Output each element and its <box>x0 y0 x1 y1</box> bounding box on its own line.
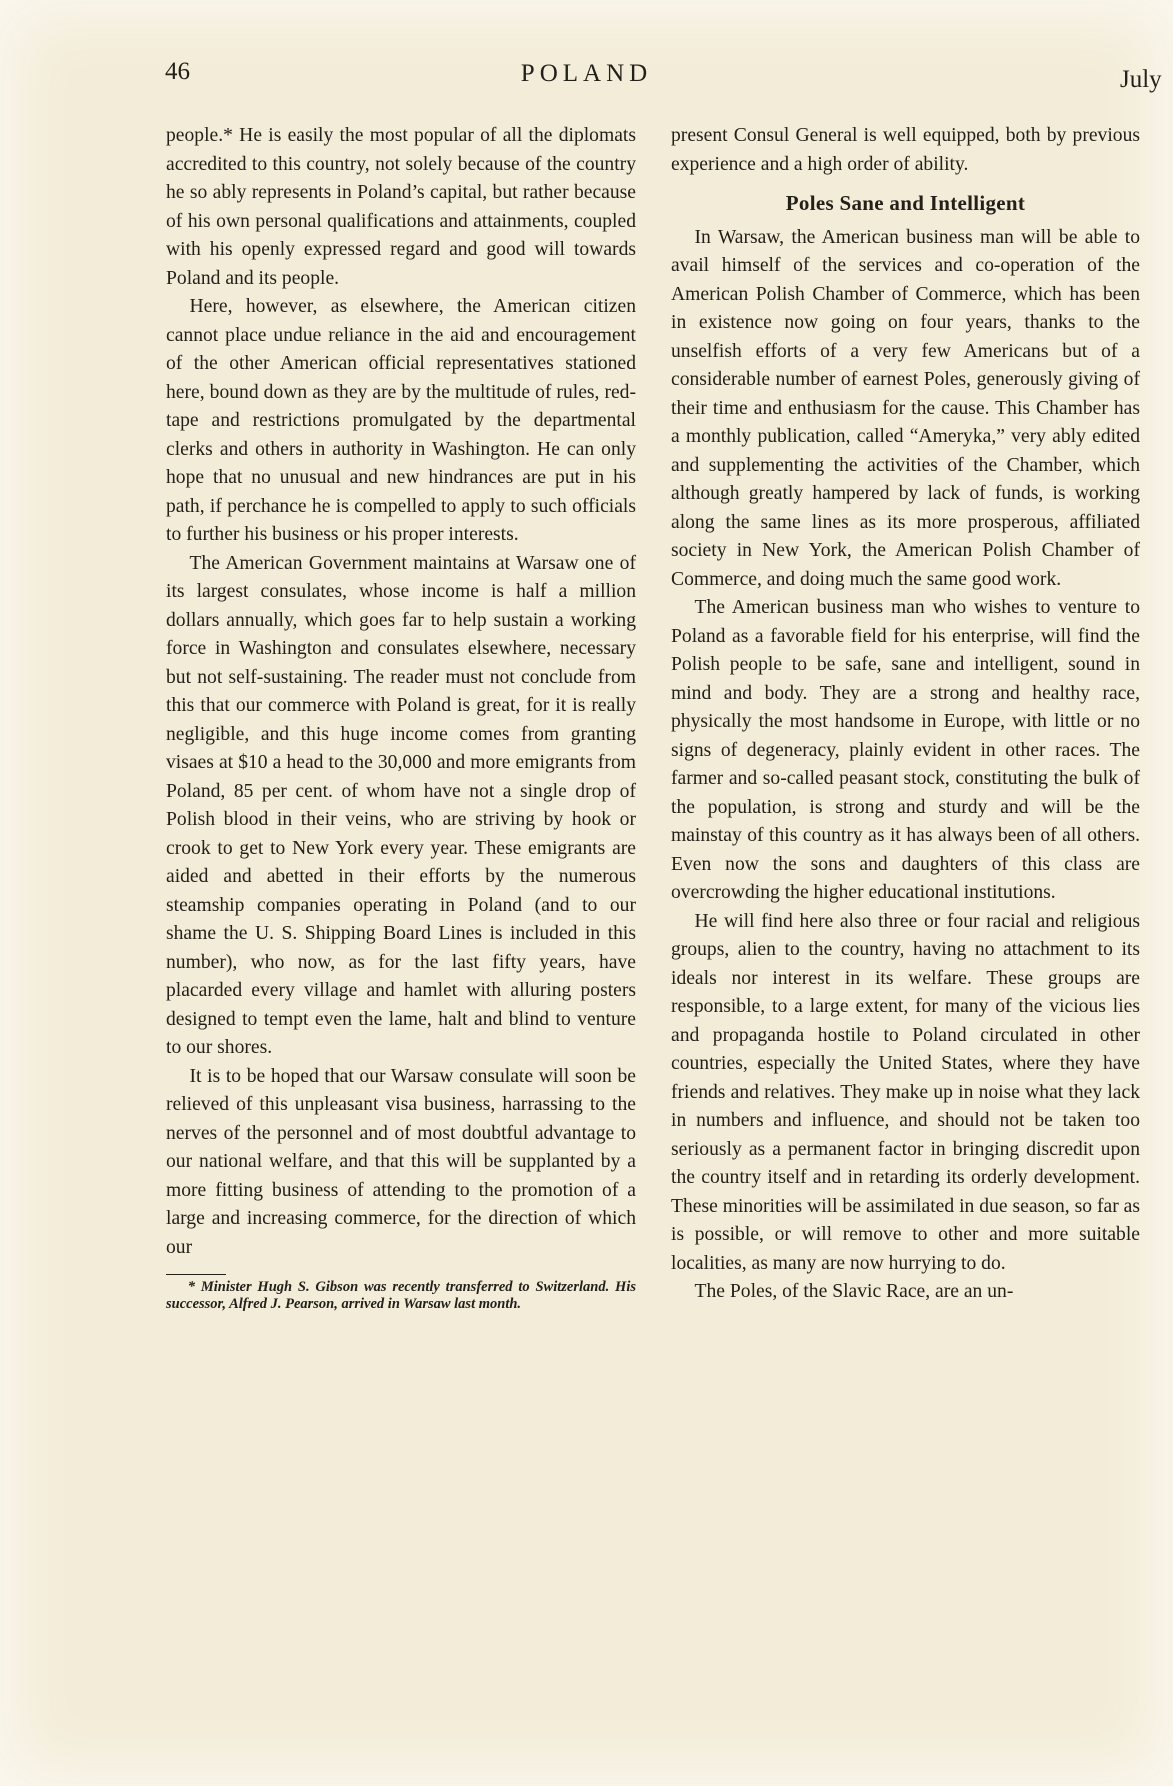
paragraph: In Warsaw, the American business man will be able to avail himself of the services and co-operation of the American Polish Chamber of Commerce, which has been in existence now going on four years, thanks to the unselfish efforts of a very few Americans but of a considerable number of earnest Poles, generously giving of their time and enthusiasm for the cause. This Chamber has a monthly publication, called “Ameryka,” very ably edited and supplementing the activities of the Chamber, which although greatly hampered by lack of funds, is working along the same lines as its more prosperous, affiliated society in New York, the American Polish Chamber of Commerce, and doing much the same good work. <box>671 226 1140 590</box>
left-column <box>166 122 636 1313</box>
paragraph: people.* He is easily the most popular of all the diplomats accredited to this country, not solely because of the country he so ably represents in Poland’s capital, but rather because of his own personal qualifications and attainments, coupled with his openly expressed regard and good will towards Poland and its people. <box>166 125 636 289</box>
right-column <box>671 122 1140 1307</box>
page-header <box>0 58 1173 98</box>
footnote-rule <box>166 1274 226 1275</box>
issue-month: July <box>1120 66 1162 93</box>
paragraph: present Consul General is well equipped, both by previous experience and a high order of ability. <box>671 125 1140 175</box>
paragraph: The Poles, of the Slavic Race, are an un- <box>694 1281 1014 1302</box>
paragraph: It is to be hoped that our Warsaw consulate will soon be relieved of this unpleasant visa business, harrassing to the nerves of the personnel and of most doubtful advantage to our national welfare, and that this will be supplanted by a more fitting business of attending to the promotion of a large and increasing commerce, for the direction of which our <box>166 1065 636 1258</box>
paragraph: The American Government maintains at Warsaw one of its largest consulates, whose income is half a million dollars annually, which goes far to help sustain a working force in Washington and consulates elsewhere, necessary but not self-sustaining. The reader must not conclude from this that our commerce with Poland is great, for it is really negligible, and this huge income comes from granting visaes at $10 a head to the 30,000 and more emigrants from Poland, 85 per cent. of whom have not a single drop of Polish blood in their veins, who are striving by hook or crook to get to New York every year. These emigrants are aided and abetted in their efforts by the numerous steamship companies operating in Poland (and to our shame the U. S. Shipping Board Lines is included in this number), who now, as for the last fifty years, have placarded every village and hamlet with alluring posters designed to tempt even the lame, halt and blind to venture to our shores. <box>166 552 636 1058</box>
paragraph: The American business man who wishes to venture to Poland as a favorable field for his enterprise, will find the Polish people to be safe, sane and intelligent, sound in mind and body. They are a strong and healthy race, physically the most handsome in Europe, with little or no signs of degeneracy, plainly evident in other races. The farmer and so-called peasant stock, constituting the bulk of the population, is strong and sturdy and will be the mainstay of this country as it has always been of all others. Even now the sons and daughters of this class are overcrowding the higher educational institutions. <box>671 597 1140 903</box>
section-heading: Poles Sane and Intelligent <box>785 191 1026 215</box>
footnote: * Minister Hugh S. Gibson was recently transferred to Switzerland. His successor, Alfred J. Pearson, arrived in Warsaw last month. <box>166 1279 636 1312</box>
running-title: POLAND <box>520 60 653 87</box>
paragraph: He will find here also three or four racial and religious groups, alien to the country, having no attachment to its ideals nor interest in its welfare. These groups are responsible, to a large extent, for many of the vicious lies and propaganda hostile to Poland circulated in other countries, especially the United States, where they have friends and relatives. They make up in noise what they lack in numbers and influence, and should not be taken too seriously as a permanent factor in bringing discredit upon the country itself and in retarding its orderly development. These minorities will be assimilated in due season, so far as is possible, or will remove to other and more suitable localities, as many are now hurrying to do. <box>671 910 1140 1274</box>
paragraph: Here, however, as elsewhere, the American citizen cannot place undue reliance in the aid and encouragement of the other American official representatives stationed here, bound down as they are by the multitude of rules, red-tape and restrictions promulgated by the departmental clerks and others in authority in Washington. He can only hope that no unusual and new hindrances are put in his path, if perchance he is compelled to apply to such officials to further his business or his proper interests. <box>166 296 636 545</box>
page-number: 46 <box>165 58 190 85</box>
